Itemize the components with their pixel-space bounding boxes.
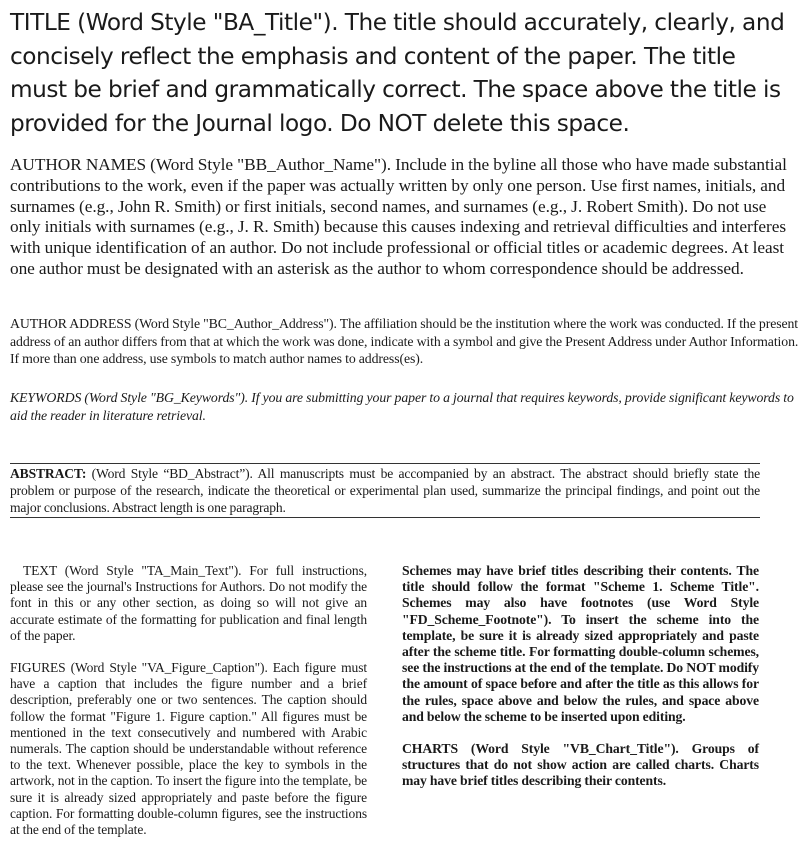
author-names: AUTHOR NAMES (Word Style "BB_Author_Name"). Include in the byline all those who have made substantial contributions to the work, even if the paper was actually written by only one person. Use first names, initials, and surnames (e.g., John R. Smith) or first initials, second names, and surnames (e.g., J. Robert Smith). Do not use only initials with surnames (e.g., J. R. Smith) because this causes indexing and retrieval difficulties and interferes with unique identification of an author. Do not include professional or official titles or academic degrees. At least one author must be designated with an asterisk as the author to whom correspondence should be addressed. (10, 155, 787, 278)
author-address: AUTHOR ADDRESS (Word Style "BC_Author_Address"). The affiliation should be the institution where the work was conducted. If the present address of an author differs from that at which the work was done, indicate with a symbol and give the Present Address under Author Information. If more than one address, use symbols to match author names to address(es). (10, 316, 799, 367)
abstract-text: (Word Style “BD_Abstract”). All manuscripts must be accompanied by an abstract. The abstract should briefly state the problem or purpose of the research, indicate the theoretical or experimental plan used, summarize the principal findings, and point out the major conclusions. Abstract length is one paragraph. (10, 466, 760, 515)
figures-paragraph: FIGURES (Word Style "VA_Figure_Caption"). Each figure must have a caption that includes the figure number and a brief description, preferably one or two sentences. The caption should follow the format "Figure 1. Figure caption." All figures must be mentioned in the text consecutively and numbered with Arabic numerals. The caption should be understandable without reference to the text. Whenever possible, place the key to symbols in the artwork, not in the caption. To insert the figure into the template, be sure it is already sized appropriately and paste before the figure caption. For formatting double-column figures, see the instructions at the end of the template. (10, 660, 367, 838)
right-column (402, 563, 759, 806)
schemes-paragraph: Schemes may have brief titles describing their contents. The title should follow the format "Scheme 1. Scheme Title". Schemes may also have footnotes (use Word Style "FD_Scheme_Footnote"). To insert the scheme into the template, be sure it is already sized appropriately and paste after the scheme title. For formatting double-column schemes, see the instructions at the end of the template. Do NOT modify the amount of space before and after the title as this allows for the rules, space above and below the rules, and space above and below the scheme to be inserted upon editing. (402, 563, 759, 724)
keywords: KEYWORDS (Word Style "BG_Keywords"). If you are submitting your paper to a journal that requires keywords, provide significant keywords to aid the reader in literature retrieval. (10, 390, 794, 423)
main-text-paragraph: TEXT (Word Style "TA_Main_Text"). For full instructions, please see the journal's Instructions for Authors. Do not modify the font in this or any other section, as doing so will not give an accurate estimate of the formatting for publication and final length of the paper. (10, 563, 367, 643)
paper-title: TITLE (Word Style "BA_Title"). The title should accurately, clearly, and concisely reflect the emphasis and content of the paper. The title must be brief and grammatically correct. The space above the title is provided for the Journal logo. Do NOT delete this space. (10, 9, 785, 137)
left-column (10, 563, 367, 854)
charts-paragraph: CHARTS (Word Style "VB_Chart_Title"). Groups of structures that do not show action are called charts. Charts may have brief titles describing their contents. (402, 741, 759, 789)
abstract (10, 466, 760, 516)
abstract-label: ABSTRACT: (10, 466, 87, 481)
